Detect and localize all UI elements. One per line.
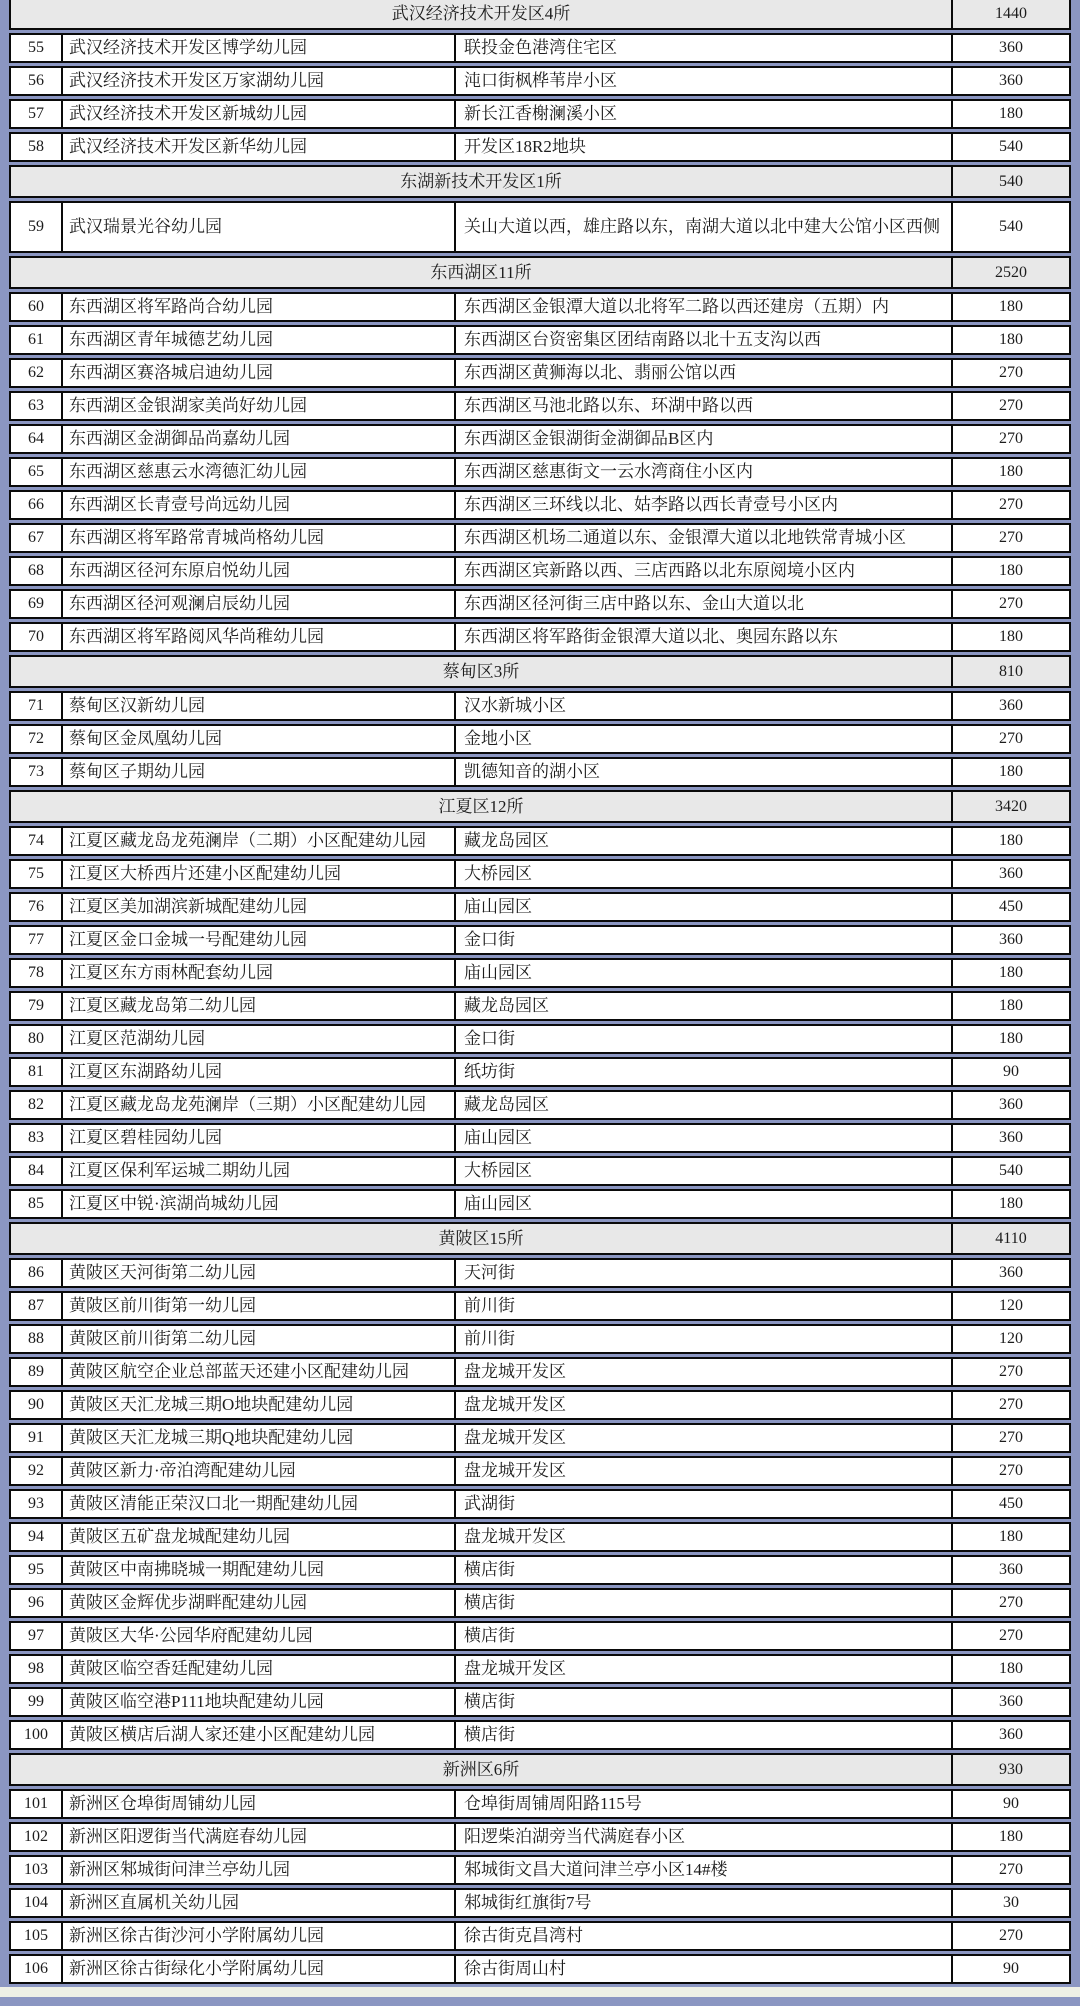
capacity-cell: 360 xyxy=(951,1125,1069,1151)
table-row xyxy=(9,622,1071,652)
capacity-cell: 180 xyxy=(951,759,1069,785)
section-total: 4110 xyxy=(951,1224,1069,1253)
capacity-cell: 270 xyxy=(951,1857,1069,1883)
kindergarten-name-cell: 江夏区金口金城一号配建幼儿园 xyxy=(63,927,456,953)
section-header-row xyxy=(9,790,1071,823)
kindergarten-name-cell: 东西湖区慈惠云水湾德汇幼儿园 xyxy=(63,459,456,485)
location-cell: 徐古街克昌湾村 xyxy=(464,1926,583,1946)
kindergarten-name-cell: 东西湖区径河东原启悦幼儿园 xyxy=(63,558,456,584)
location-cell: 横店街 xyxy=(464,1593,515,1613)
table-row xyxy=(9,1522,1071,1552)
location-cell: 金口街 xyxy=(464,1029,515,1049)
table-row xyxy=(9,1456,1071,1486)
row-number-cell: 72 xyxy=(11,726,63,752)
row-number-cell: 75 xyxy=(11,861,63,887)
capacity-cell: 360 xyxy=(951,1722,1069,1748)
capacity-cell: 120 xyxy=(951,1326,1069,1352)
kindergarten-name-cell: 蔡甸区金凤凰幼儿园 xyxy=(63,726,456,752)
capacity-cell: 270 xyxy=(951,1425,1069,1451)
location-cell: 藏龙岛园区 xyxy=(464,1095,549,1115)
location-cell: 藏龙岛园区 xyxy=(464,831,549,851)
row-number-cell: 83 xyxy=(11,1125,63,1151)
capacity-cell: 270 xyxy=(951,492,1069,518)
row-number-cell: 93 xyxy=(11,1491,63,1517)
capacity-cell: 270 xyxy=(951,1923,1069,1949)
table-row xyxy=(9,66,1071,96)
location-cell: 横店街 xyxy=(464,1560,515,1580)
table-row xyxy=(9,523,1071,553)
kindergarten-name-cell: 江夏区藏龙岛龙苑澜岸（二期）小区配建幼儿园 xyxy=(63,828,456,854)
table-row xyxy=(9,325,1071,355)
row-number-cell: 86 xyxy=(11,1260,63,1286)
capacity-cell: 270 xyxy=(951,393,1069,419)
capacity-cell: 180 xyxy=(951,101,1069,127)
kindergarten-name-cell: 新洲区邾城街问津兰亭幼儿园 xyxy=(63,1857,456,1883)
table-row xyxy=(9,1489,1071,1519)
location-cell: 邾城街文昌大道问津兰亭小区14#楼 xyxy=(464,1860,728,1880)
location-cell: 凯德知音的湖小区 xyxy=(464,762,600,782)
location-cell: 东西湖区金银湖街金湖御品B区内 xyxy=(464,429,714,449)
capacity-cell: 360 xyxy=(951,927,1069,953)
kindergarten-name-cell: 黄陂区临空港P111地块配建幼儿园 xyxy=(63,1689,456,1715)
location-cell: 横店街 xyxy=(464,1725,515,1745)
kindergarten-name-cell: 黄陂区天汇龙城三期O地块配建幼儿园 xyxy=(63,1392,456,1418)
kindergarten-name-cell: 江夏区大桥西片还建小区配建幼儿园 xyxy=(63,861,456,887)
location-cell: 盘龙城开发区 xyxy=(464,1527,566,1547)
capacity-cell: 360 xyxy=(951,1092,1069,1118)
capacity-cell: 540 xyxy=(951,203,1069,251)
table-row xyxy=(9,99,1071,129)
kindergarten-name-cell: 东西湖区长青壹号尚远幼儿园 xyxy=(63,492,456,518)
table-row xyxy=(9,925,1071,955)
location-cell: 东西湖区机场二通道以东、金银潭大道以北地铁常青城小区 xyxy=(464,528,906,548)
table-row xyxy=(9,556,1071,586)
capacity-cell: 360 xyxy=(951,68,1069,94)
row-number-cell: 91 xyxy=(11,1425,63,1451)
table-row xyxy=(9,1258,1071,1288)
capacity-cell: 30 xyxy=(951,1890,1069,1916)
table-row xyxy=(9,391,1071,421)
location-cell: 关山大道以西，雄庄路以东，南湖大道以北中建大公馆小区西侧 xyxy=(464,217,940,237)
kindergarten-name-cell: 江夏区范湖幼儿园 xyxy=(63,1026,456,1052)
capacity-cell: 450 xyxy=(951,894,1069,920)
row-number-cell: 67 xyxy=(11,525,63,551)
row-number-cell: 59 xyxy=(11,203,63,251)
location-cell: 东西湖区黄狮海以北、翡丽公馆以西 xyxy=(464,363,736,383)
kindergarten-name-cell: 东西湖区金银湖家美尚好幼儿园 xyxy=(63,393,456,419)
table-row xyxy=(9,1423,1071,1453)
capacity-cell: 270 xyxy=(951,1458,1069,1484)
row-number-cell: 70 xyxy=(11,624,63,650)
table-row xyxy=(9,691,1071,721)
location-cell: 纸坊街 xyxy=(464,1062,515,1082)
row-number-cell: 64 xyxy=(11,426,63,452)
table-row xyxy=(9,1888,1071,1918)
table-row xyxy=(9,1291,1071,1321)
section-total: 1440 xyxy=(951,0,1069,28)
row-number-cell: 62 xyxy=(11,360,63,386)
location-cell: 徐古街周山村 xyxy=(464,1959,566,1979)
section-title: 新洲区6所 xyxy=(442,1759,520,1779)
table-row xyxy=(9,490,1071,520)
kindergarten-name-cell: 武汉经济技术开发区新城幼儿园 xyxy=(63,101,456,127)
location-cell: 东西湖区将军路街金银潭大道以北、奥园东路以东 xyxy=(464,627,838,647)
row-number-cell: 66 xyxy=(11,492,63,518)
location-cell: 庙山园区 xyxy=(464,897,532,917)
row-number-cell: 79 xyxy=(11,993,63,1019)
table-row xyxy=(9,1057,1071,1087)
kindergarten-name-cell: 武汉经济技术开发区博学幼儿园 xyxy=(63,35,456,61)
capacity-cell: 180 xyxy=(951,993,1069,1019)
capacity-cell: 90 xyxy=(951,1956,1069,1982)
kindergarten-name-cell: 江夏区东湖路幼儿园 xyxy=(63,1059,456,1085)
table-row xyxy=(9,33,1071,63)
section-header-row xyxy=(9,655,1071,688)
table-row xyxy=(9,457,1071,487)
table-row xyxy=(9,1156,1071,1186)
row-number-cell: 73 xyxy=(11,759,63,785)
row-number-cell: 100 xyxy=(11,1722,63,1748)
table-row xyxy=(9,1390,1071,1420)
kindergarten-table xyxy=(9,0,1071,1984)
section-header-row xyxy=(9,165,1071,198)
section-total: 930 xyxy=(951,1755,1069,1784)
kindergarten-name-cell: 新洲区仓埠街周铺幼儿园 xyxy=(63,1791,456,1817)
kindergarten-name-cell: 江夏区中锐·滨湖尚城幼儿园 xyxy=(63,1191,456,1217)
row-number-cell: 78 xyxy=(11,960,63,986)
location-cell: 盘龙城开发区 xyxy=(464,1362,566,1382)
location-cell: 东西湖区三环线以北、姑李路以西长青壹号小区内 xyxy=(464,495,838,515)
table-row xyxy=(9,724,1071,754)
kindergarten-name-cell: 黄陂区天汇龙城三期Q地块配建幼儿园 xyxy=(63,1425,456,1451)
location-cell: 东西湖区慈惠街文一云水湾商住小区内 xyxy=(464,462,753,482)
row-number-cell: 68 xyxy=(11,558,63,584)
capacity-cell: 270 xyxy=(951,1392,1069,1418)
capacity-cell: 540 xyxy=(951,1158,1069,1184)
capacity-cell: 450 xyxy=(951,1491,1069,1517)
table-row xyxy=(9,826,1071,856)
section-header-row xyxy=(9,0,1071,30)
table-row xyxy=(9,132,1071,162)
location-cell: 金口街 xyxy=(464,930,515,950)
row-number-cell: 104 xyxy=(11,1890,63,1916)
section-header-row xyxy=(9,1222,1071,1255)
kindergarten-name-cell: 黄陂区前川街第一幼儿园 xyxy=(63,1293,456,1319)
capacity-cell: 270 xyxy=(951,426,1069,452)
kindergarten-name-cell: 新洲区徐古街沙河小学附属幼儿园 xyxy=(63,1923,456,1949)
table-row xyxy=(9,892,1071,922)
kindergarten-name-cell: 黄陂区临空香廷配建幼儿园 xyxy=(63,1656,456,1682)
capacity-cell: 360 xyxy=(951,1689,1069,1715)
capacity-cell: 540 xyxy=(951,134,1069,160)
kindergarten-name-cell: 黄陂区前川街第二幼儿园 xyxy=(63,1326,456,1352)
table-row xyxy=(9,1789,1071,1819)
table-row xyxy=(9,1654,1071,1684)
location-cell: 庙山园区 xyxy=(464,1194,532,1214)
table-row xyxy=(9,958,1071,988)
capacity-cell: 360 xyxy=(951,1557,1069,1583)
kindergarten-name-cell: 黄陂区金辉优步湖畔配建幼儿园 xyxy=(63,1590,456,1616)
section-title: 东西湖区11所 xyxy=(430,262,532,282)
kindergarten-name-cell: 黄陂区清能正荣汉口北一期配建幼儿园 xyxy=(63,1491,456,1517)
row-number-cell: 96 xyxy=(11,1590,63,1616)
table-row xyxy=(9,1588,1071,1618)
capacity-cell: 90 xyxy=(951,1791,1069,1817)
table-row xyxy=(9,1090,1071,1120)
row-number-cell: 69 xyxy=(11,591,63,617)
table-row xyxy=(9,201,1071,253)
table-row xyxy=(9,292,1071,322)
capacity-cell: 270 xyxy=(951,1623,1069,1649)
row-number-cell: 102 xyxy=(11,1824,63,1850)
row-number-cell: 80 xyxy=(11,1026,63,1052)
kindergarten-name-cell: 东西湖区径河观澜启辰幼儿园 xyxy=(63,591,456,617)
section-total: 2520 xyxy=(951,258,1069,287)
table-row xyxy=(9,1954,1071,1984)
row-number-cell: 81 xyxy=(11,1059,63,1085)
kindergarten-name-cell: 江夏区美加湖滨新城配建幼儿园 xyxy=(63,894,456,920)
kindergarten-name-cell: 东西湖区将军路尚合幼儿园 xyxy=(63,294,456,320)
capacity-cell: 180 xyxy=(951,1026,1069,1052)
kindergarten-name-cell: 新洲区阳逻街当代满庭春幼儿园 xyxy=(63,1824,456,1850)
capacity-cell: 360 xyxy=(951,861,1069,887)
section-total: 3420 xyxy=(951,792,1069,821)
row-number-cell: 85 xyxy=(11,1191,63,1217)
table-row xyxy=(9,1720,1071,1750)
kindergarten-name-cell: 黄陂区大华·公园华府配建幼儿园 xyxy=(63,1623,456,1649)
capacity-cell: 180 xyxy=(951,558,1069,584)
capacity-cell: 120 xyxy=(951,1293,1069,1319)
capacity-cell: 180 xyxy=(951,1191,1069,1217)
kindergarten-name-cell: 黄陂区中南拂晓城一期配建幼儿园 xyxy=(63,1557,456,1583)
section-header-row xyxy=(9,256,1071,289)
table-row xyxy=(9,991,1071,1021)
capacity-cell: 270 xyxy=(951,1359,1069,1385)
row-number-cell: 98 xyxy=(11,1656,63,1682)
capacity-cell: 360 xyxy=(951,693,1069,719)
row-number-cell: 105 xyxy=(11,1923,63,1949)
kindergarten-name-cell: 蔡甸区子期幼儿园 xyxy=(63,759,456,785)
table-row xyxy=(9,1687,1071,1717)
location-cell: 武湖街 xyxy=(464,1494,515,1514)
location-cell: 盘龙城开发区 xyxy=(464,1395,566,1415)
capacity-cell: 180 xyxy=(951,294,1069,320)
capacity-cell: 180 xyxy=(951,327,1069,353)
table-row xyxy=(9,1189,1071,1219)
location-cell: 东西湖区宾新路以西、三店西路以北东原阅境小区内 xyxy=(464,561,855,581)
kindergarten-name-cell: 江夏区藏龙岛龙苑澜岸（三期）小区配建幼儿园 xyxy=(63,1092,456,1118)
row-number-cell: 88 xyxy=(11,1326,63,1352)
capacity-cell: 270 xyxy=(951,726,1069,752)
location-cell: 仓埠街周铺周阳路115号 xyxy=(464,1794,642,1814)
table-row xyxy=(9,859,1071,889)
location-cell: 东西湖区金银潭大道以北将军二路以西还建房（五期）内 xyxy=(464,297,889,317)
row-number-cell: 90 xyxy=(11,1392,63,1418)
capacity-cell: 270 xyxy=(951,591,1069,617)
kindergarten-name-cell: 黄陂区天河街第二幼儿园 xyxy=(63,1260,456,1286)
capacity-cell: 180 xyxy=(951,960,1069,986)
row-number-cell: 71 xyxy=(11,693,63,719)
capacity-cell: 360 xyxy=(951,35,1069,61)
section-title: 东湖新技术开发区1所 xyxy=(400,171,562,191)
table-row xyxy=(9,589,1071,619)
kindergarten-name-cell: 东西湖区将军路常青城尚格幼儿园 xyxy=(63,525,456,551)
capacity-cell: 180 xyxy=(951,1824,1069,1850)
location-cell: 盘龙城开发区 xyxy=(464,1659,566,1679)
kindergarten-name-cell: 江夏区保利军运城二期幼儿园 xyxy=(63,1158,456,1184)
row-number-cell: 84 xyxy=(11,1158,63,1184)
kindergarten-name-cell: 黄陂区横店后湖人家还建小区配建幼儿园 xyxy=(63,1722,456,1748)
table-row xyxy=(9,1822,1071,1852)
location-cell: 天河街 xyxy=(464,1263,515,1283)
row-number-cell: 58 xyxy=(11,134,63,160)
kindergarten-name-cell: 江夏区东方雨林配套幼儿园 xyxy=(63,960,456,986)
location-cell: 大桥园区 xyxy=(464,864,532,884)
section-title: 江夏区12所 xyxy=(438,796,524,816)
table-row xyxy=(9,1921,1071,1951)
kindergarten-name-cell: 江夏区碧桂园幼儿园 xyxy=(63,1125,456,1151)
location-cell: 联投金色港湾住宅区 xyxy=(464,38,617,58)
table-row xyxy=(9,1123,1071,1153)
table-row xyxy=(9,1855,1071,1885)
location-cell: 邾城街红旗街7号 xyxy=(464,1893,592,1913)
kindergarten-name-cell: 黄陂区五矿盘龙城配建幼儿园 xyxy=(63,1524,456,1550)
row-number-cell: 87 xyxy=(11,1293,63,1319)
location-cell: 前川街 xyxy=(464,1329,515,1349)
location-cell: 盘龙城开发区 xyxy=(464,1428,566,1448)
location-cell: 盘龙城开发区 xyxy=(464,1461,566,1481)
row-number-cell: 77 xyxy=(11,927,63,953)
section-total: 810 xyxy=(951,657,1069,686)
kindergarten-name-cell: 东西湖区金湖御品尚嘉幼儿园 xyxy=(63,426,456,452)
row-number-cell: 60 xyxy=(11,294,63,320)
location-cell: 横店街 xyxy=(464,1692,515,1712)
row-number-cell: 56 xyxy=(11,68,63,94)
kindergarten-name-cell: 黄陂区新力·帝泊湾配建幼儿园 xyxy=(63,1458,456,1484)
row-number-cell: 63 xyxy=(11,393,63,419)
row-number-cell: 99 xyxy=(11,1689,63,1715)
row-number-cell: 82 xyxy=(11,1092,63,1118)
row-number-cell: 74 xyxy=(11,828,63,854)
row-number-cell: 106 xyxy=(11,1956,63,1982)
location-cell: 庙山园区 xyxy=(464,963,532,983)
row-number-cell: 76 xyxy=(11,894,63,920)
row-number-cell: 65 xyxy=(11,459,63,485)
capacity-cell: 180 xyxy=(951,828,1069,854)
location-cell: 金地小区 xyxy=(464,729,532,749)
capacity-cell: 270 xyxy=(951,360,1069,386)
row-number-cell: 61 xyxy=(11,327,63,353)
location-cell: 沌口街枫桦苇岸小区 xyxy=(464,71,617,91)
location-cell: 横店街 xyxy=(464,1626,515,1646)
location-cell: 庙山园区 xyxy=(464,1128,532,1148)
capacity-cell: 270 xyxy=(951,525,1069,551)
location-cell: 大桥园区 xyxy=(464,1161,532,1181)
location-cell: 汉水新城小区 xyxy=(464,696,566,716)
location-cell: 前川街 xyxy=(464,1296,515,1316)
kindergarten-name-cell: 新洲区徐古街绿化小学附属幼儿园 xyxy=(63,1956,456,1982)
page-bottom-strip xyxy=(0,1987,1080,1997)
kindergarten-name-cell: 东西湖区赛洛城启迪幼儿园 xyxy=(63,360,456,386)
section-total: 540 xyxy=(951,167,1069,196)
location-cell: 藏龙岛园区 xyxy=(464,996,549,1016)
row-number-cell: 94 xyxy=(11,1524,63,1550)
kindergarten-name-cell: 东西湖区青年城德艺幼儿园 xyxy=(63,327,456,353)
row-number-cell: 95 xyxy=(11,1557,63,1583)
section-title: 黄陂区15所 xyxy=(438,1228,524,1248)
capacity-cell: 270 xyxy=(951,1590,1069,1616)
row-number-cell: 89 xyxy=(11,1359,63,1385)
row-number-cell: 97 xyxy=(11,1623,63,1649)
kindergarten-name-cell: 蔡甸区汉新幼儿园 xyxy=(63,693,456,719)
table-row xyxy=(9,1324,1071,1354)
location-cell: 阳逻柴泊湖旁当代满庭春小区 xyxy=(464,1827,685,1847)
row-number-cell: 103 xyxy=(11,1857,63,1883)
table-row xyxy=(9,358,1071,388)
capacity-cell: 180 xyxy=(951,624,1069,650)
section-title: 武汉经济技术开发区4所 xyxy=(391,4,571,24)
capacity-cell: 180 xyxy=(951,1524,1069,1550)
location-cell: 东西湖区台资密集区团结南路以北十五支沟以西 xyxy=(464,330,821,350)
table-row xyxy=(9,757,1071,787)
section-header-row xyxy=(9,1753,1071,1786)
kindergarten-name-cell: 武汉经济技术开发区新华幼儿园 xyxy=(63,134,456,160)
section-title: 蔡甸区3所 xyxy=(442,661,520,681)
capacity-cell: 90 xyxy=(951,1059,1069,1085)
location-cell: 新长江香榭澜溪小区 xyxy=(464,104,617,124)
kindergarten-name-cell: 江夏区藏龙岛第二幼儿园 xyxy=(63,993,456,1019)
row-number-cell: 101 xyxy=(11,1791,63,1817)
table-row xyxy=(9,1555,1071,1585)
kindergarten-name-cell: 新洲区直属机关幼儿园 xyxy=(63,1890,456,1916)
location-cell: 东西湖区马池北路以东、环湖中路以西 xyxy=(464,396,753,416)
kindergarten-name-cell: 东西湖区将军路阅风华尚稚幼儿园 xyxy=(63,624,456,650)
table-row xyxy=(9,424,1071,454)
kindergarten-name-cell: 黄陂区航空企业总部蓝天还建小区配建幼儿园 xyxy=(63,1359,456,1385)
kindergarten-name-cell: 武汉瑞景光谷幼儿园 xyxy=(63,203,456,251)
capacity-cell: 180 xyxy=(951,1656,1069,1682)
table-row xyxy=(9,1357,1071,1387)
row-number-cell: 55 xyxy=(11,35,63,61)
location-cell: 东西湖区径河街三店中路以东、金山大道以北 xyxy=(464,594,804,614)
location-cell: 开发区18R2地块 xyxy=(464,137,586,157)
capacity-cell: 180 xyxy=(951,459,1069,485)
capacity-cell: 360 xyxy=(951,1260,1069,1286)
kindergarten-name-cell: 武汉经济技术开发区万家湖幼儿园 xyxy=(63,68,456,94)
table-row xyxy=(9,1024,1071,1054)
row-number-cell: 57 xyxy=(11,101,63,127)
table-row xyxy=(9,1621,1071,1651)
row-number-cell: 92 xyxy=(11,1458,63,1484)
